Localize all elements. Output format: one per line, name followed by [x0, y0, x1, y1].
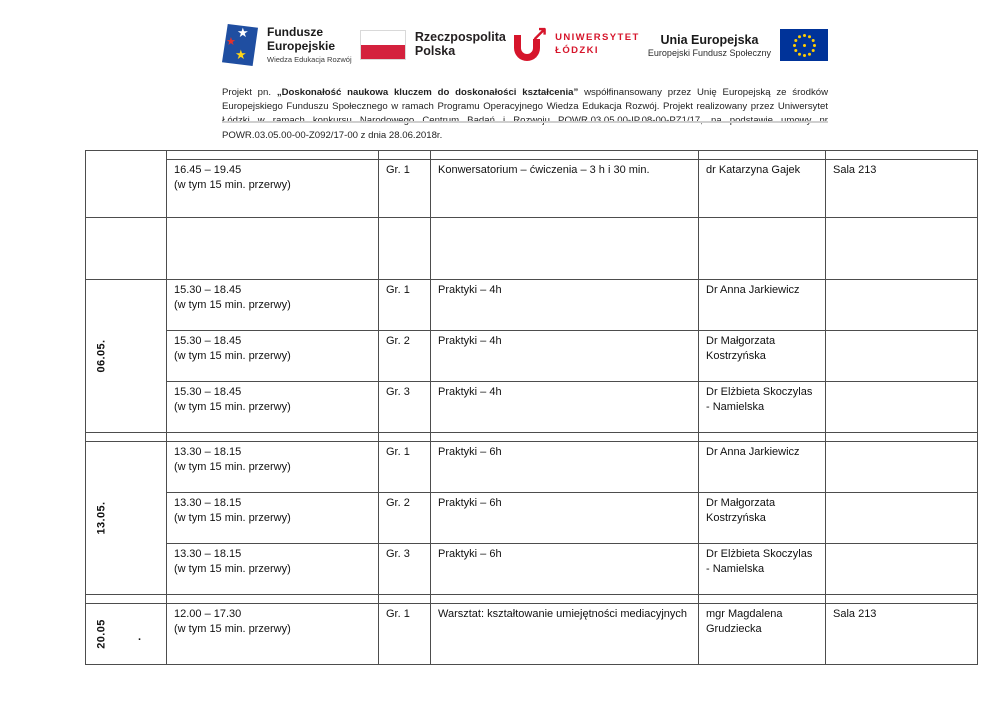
- group-cell: Gr. 2: [379, 493, 431, 544]
- group-cell: Gr. 3: [379, 544, 431, 595]
- time-range: 16.45 – 19.45: [174, 164, 242, 176]
- empty-cell: [431, 595, 699, 604]
- spacer-row: [86, 433, 978, 442]
- empty-cell: [699, 151, 826, 160]
- empty-cell: [379, 151, 431, 160]
- time-range: 15.30 – 18.45: [174, 284, 242, 296]
- schedule-table: [85, 150, 978, 665]
- room-cell: Sala 213: [826, 604, 978, 665]
- time-cell: [167, 382, 379, 433]
- room-cell: [826, 442, 978, 493]
- fundusze-europejskie-flag-icon: [222, 24, 258, 66]
- group-cell: Gr. 1: [379, 604, 431, 665]
- note-project-title: „Doskonałość naukowa kluczem do doskonałości kształcenia”: [276, 86, 579, 98]
- fundusze-title-line1: Fundusze: [267, 25, 323, 40]
- time-cell: [167, 544, 379, 595]
- empty-cell: [379, 433, 431, 442]
- empty-cell: [699, 433, 826, 442]
- empty-cell: [431, 151, 699, 160]
- empty-date-cell: [86, 151, 167, 218]
- eu-title: Unia Europejska: [660, 32, 759, 47]
- time-cell: [167, 604, 379, 665]
- date-label: 20.05: [95, 619, 108, 649]
- eu-flag-icon: [780, 29, 828, 61]
- table-row: [86, 331, 978, 382]
- empty-cell: [379, 218, 431, 280]
- time-range: 13.30 – 18.15: [174, 446, 242, 458]
- table-row: [86, 544, 978, 595]
- european-union-logo: [648, 29, 828, 61]
- republic-of-poland-logo: [360, 30, 506, 60]
- poland-name-line2: Polska: [414, 44, 456, 58]
- group-cell: Gr. 1: [379, 442, 431, 493]
- activity-cell: Praktyki – 4h: [431, 331, 699, 382]
- teacher-cell: Dr Anna Jarkiewicz: [699, 280, 826, 331]
- room-cell: [826, 331, 978, 382]
- time-range: 15.30 – 18.45: [174, 335, 242, 347]
- table-row: [86, 160, 978, 218]
- group-cell: Gr. 2: [379, 331, 431, 382]
- time-note: (w tym 15 min. przerwy): [174, 563, 291, 576]
- empty-cell: [167, 218, 379, 280]
- date-cell: [86, 442, 167, 595]
- time-cell: [167, 160, 379, 218]
- arrow-up-right-icon: [531, 21, 548, 46]
- fundusze-subtitle: Wiedza Edukacja Rozwój: [267, 54, 352, 64]
- time-range: 13.30 – 18.15: [174, 497, 242, 509]
- teacher-cell: Dr Małgorzata Kostrzyńska: [699, 493, 826, 544]
- empty-cell: [379, 595, 431, 604]
- date-label: 06.05.: [95, 339, 108, 373]
- activity-cell: Praktyki – 6h: [431, 493, 699, 544]
- empty-cell: [86, 218, 167, 280]
- room-cell: [826, 544, 978, 595]
- empty-cell: [167, 595, 379, 604]
- teacher-cell: dr Katarzyna Gajek: [699, 160, 826, 218]
- empty-cell: [167, 433, 379, 442]
- time-note: (w tym 15 min. przerwy): [174, 299, 291, 312]
- empty-cell: [826, 218, 978, 280]
- activity-cell: Warsztat: kształtowanie umiejętności mediacyjnych: [431, 604, 699, 665]
- yellow-star-icon: [235, 48, 247, 61]
- empty-cell: [699, 218, 826, 280]
- empty-cell: [826, 595, 978, 604]
- teacher-cell: Dr Anna Jarkiewicz: [699, 442, 826, 493]
- time-cell: [167, 442, 379, 493]
- room-cell: Sala 213: [826, 160, 978, 218]
- fundusze-europejskie-logo: [222, 24, 352, 66]
- group-cell: Gr. 3: [379, 382, 431, 433]
- empty-row: [86, 218, 978, 280]
- table-row: [86, 493, 978, 544]
- teacher-cell: mgr Magdalena Grudziecka: [699, 604, 826, 665]
- empty-cell: [826, 433, 978, 442]
- empty-cell: [86, 433, 167, 442]
- date-cell: [86, 604, 167, 665]
- time-cell: [167, 280, 379, 331]
- fundusze-title-line2: Europejskie: [267, 38, 336, 53]
- time-range: 12.00 – 17.30: [174, 608, 242, 620]
- empty-cell: [431, 218, 699, 280]
- poland-name-line1: Rzeczpospolita: [414, 30, 506, 45]
- teacher-cell: Dr Małgorzata Kostrzyńska: [699, 331, 826, 382]
- time-note: (w tym 15 min. przerwy): [174, 401, 291, 414]
- date-cell: [86, 280, 167, 433]
- room-cell: [826, 493, 978, 544]
- activity-cell: Praktyki – 6h: [431, 544, 699, 595]
- time-note: (w tym 15 min. przerwy): [174, 512, 291, 525]
- spacer-row: [86, 151, 978, 160]
- time-cell: [167, 493, 379, 544]
- time-cell: [167, 331, 379, 382]
- empty-cell: [167, 151, 379, 160]
- time-range: 13.30 – 18.15: [174, 548, 242, 560]
- empty-cell: [86, 595, 167, 604]
- empty-cell: [826, 151, 978, 160]
- note-rest: współfinansowany przez Unię Europejską ze środków Europejskiego Funduszu Społecznego w ramach Programu Operacyjnego Wiedza Edukacja Rozwój. Projekt realizowany przez Uniwersytet Łódzki w ramach konkursu Narodowego Centrum Badań i Rozwoju POWR.03.05.00-IP.08-00-PZ1/17, na podstawie umowy nr POWR.03.05.00-00-Z092/17-00 z dnia 28.06.2018r.: [222, 86, 828, 141]
- activity-cell: Praktyki – 6h: [431, 442, 699, 493]
- university-name-line1: UNIWERSYTET: [555, 32, 640, 44]
- table-row: [86, 442, 978, 493]
- university-of-lodz-logo: [514, 27, 640, 63]
- eu-subtitle: Europejski Fundusz Społeczny: [647, 47, 771, 58]
- time-note: (w tym 15 min. przerwy): [174, 461, 291, 474]
- date-dot: .: [138, 631, 142, 644]
- time-range: 15.30 – 18.45: [174, 386, 242, 398]
- activity-cell: Praktyki – 4h: [431, 382, 699, 433]
- time-note: (w tym 15 min. przerwy): [174, 623, 291, 636]
- note-prefix: Projekt pn.: [222, 86, 277, 98]
- university-name-line2: ŁÓDZKI: [555, 45, 599, 56]
- table-row: [86, 280, 978, 331]
- teacher-cell: Dr Elżbieta Skoczylas - Namielska: [699, 382, 826, 433]
- group-cell: Gr. 1: [379, 160, 431, 218]
- spacer-row: [86, 595, 978, 604]
- header-divider: [222, 121, 828, 123]
- funding-logos-bar: [222, 20, 828, 70]
- table-row: [86, 604, 978, 665]
- time-note: (w tym 15 min. przerwy): [174, 179, 291, 192]
- activity-cell: Praktyki – 4h: [431, 280, 699, 331]
- group-cell: Gr. 1: [379, 280, 431, 331]
- activity-cell: Konwersatorium – ćwiczenia – 3 h i 30 min.: [431, 160, 699, 218]
- empty-cell: [431, 433, 699, 442]
- room-cell: [826, 382, 978, 433]
- polish-flag-icon: [360, 30, 406, 60]
- room-cell: [826, 280, 978, 331]
- time-note: (w tym 15 min. przerwy): [174, 350, 291, 363]
- date-label: 13.05.: [95, 501, 108, 535]
- white-star-icon: [237, 26, 249, 39]
- table-row: [86, 382, 978, 433]
- teacher-cell: Dr Elżbieta Skoczylas - Namielska: [699, 544, 826, 595]
- empty-cell: [699, 595, 826, 604]
- eu-stars-circle-icon: [803, 44, 806, 47]
- project-funding-note: [222, 86, 828, 144]
- university-of-lodz-mark-icon: [514, 27, 546, 63]
